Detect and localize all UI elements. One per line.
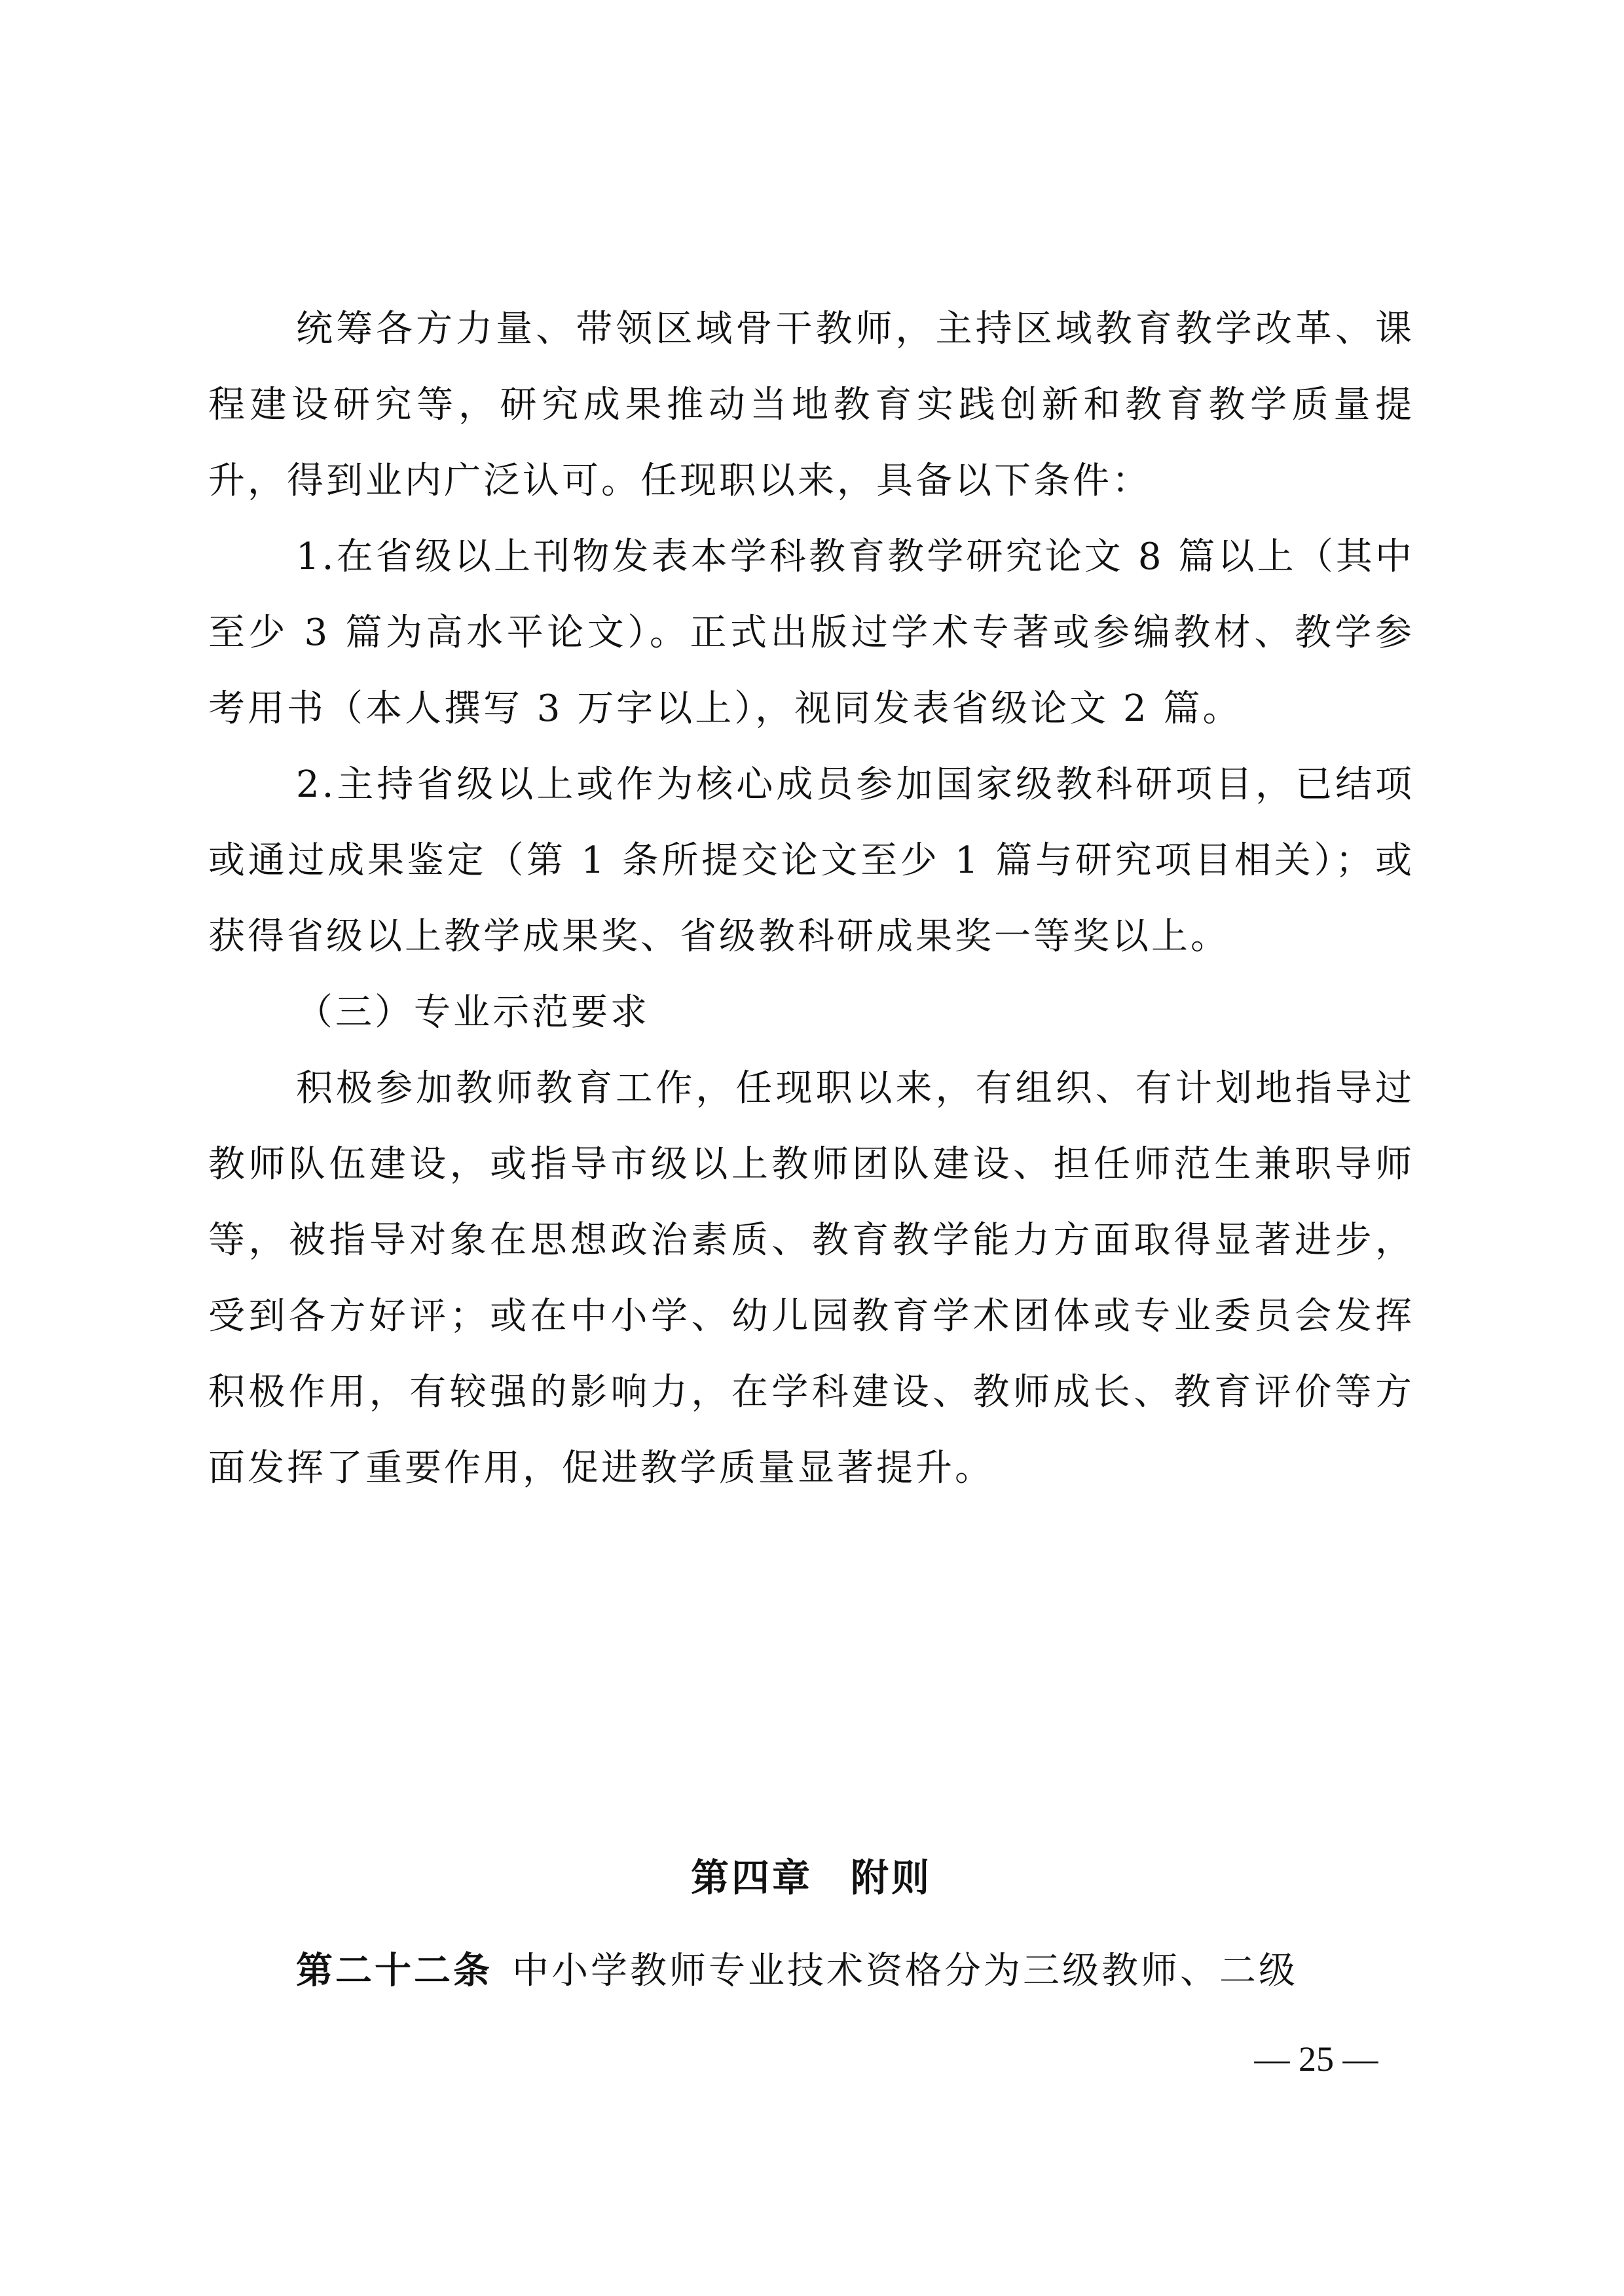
article-number: 第二十二条: [296, 1949, 492, 1992]
chapter-heading: [208, 1848, 1414, 1907]
article-text: 中小学教师专业技术资格分为三级教师、二级: [512, 1950, 1298, 1992]
chapter-title: 附则: [851, 1855, 932, 1900]
section-subheading: （三）专业示范要求: [296, 991, 650, 1034]
paragraph-condition-2: 2.主持省级以上或作为核心成员参加国家级教科研项目，已结项或通过成果鉴定（第 1 条所提交论文至少 1 篇与研究项目相关）；或获得省级以上教学成果奖、省级教科研成果奖一等奖以上。: [208, 763, 1414, 958]
paragraph-condition-1: 1.在省级以上刊物发表本学科教育教学研究论文 8 篇以上（其中至少 3 篇为高水平论文）。正式出版过学术专著或参编教材、教学参考用书（本人撰写 3 万字以上），视同发表省级论文 2 篇。: [208, 536, 1414, 730]
paragraph-continuation: 统筹各方力量、带领区域骨干教师，主持区域教育教学改革、课程建设研究等，研究成果推动当地教育实践创新和教育教学质量提升，得到业内广泛认可。任现职以来，具备以下条件：: [208, 308, 1414, 502]
body-text: [208, 291, 1414, 1506]
page-number: — 25 —: [1254, 2039, 1378, 2079]
article-paragraph: [208, 1933, 1414, 2009]
paragraph-demonstration: 积极参加教师教育工作，任现职以来，有组织、有计划地指导过教师队伍建设，或指导市级以上教师团队建设、担任师范生兼职导师等，被指导对象在思想政治素质、教育教学能力方面取得显著进步，受到各方好评；或在中小学、幼儿园教育学术团体或专业委员会发挥积极作用，有较强的影响力，在学科建设、教师成长、教育评价等方面发挥了重要作用，促进教学质量显著提升。: [208, 1067, 1414, 1489]
chapter-number: 第四章: [690, 1855, 813, 1900]
